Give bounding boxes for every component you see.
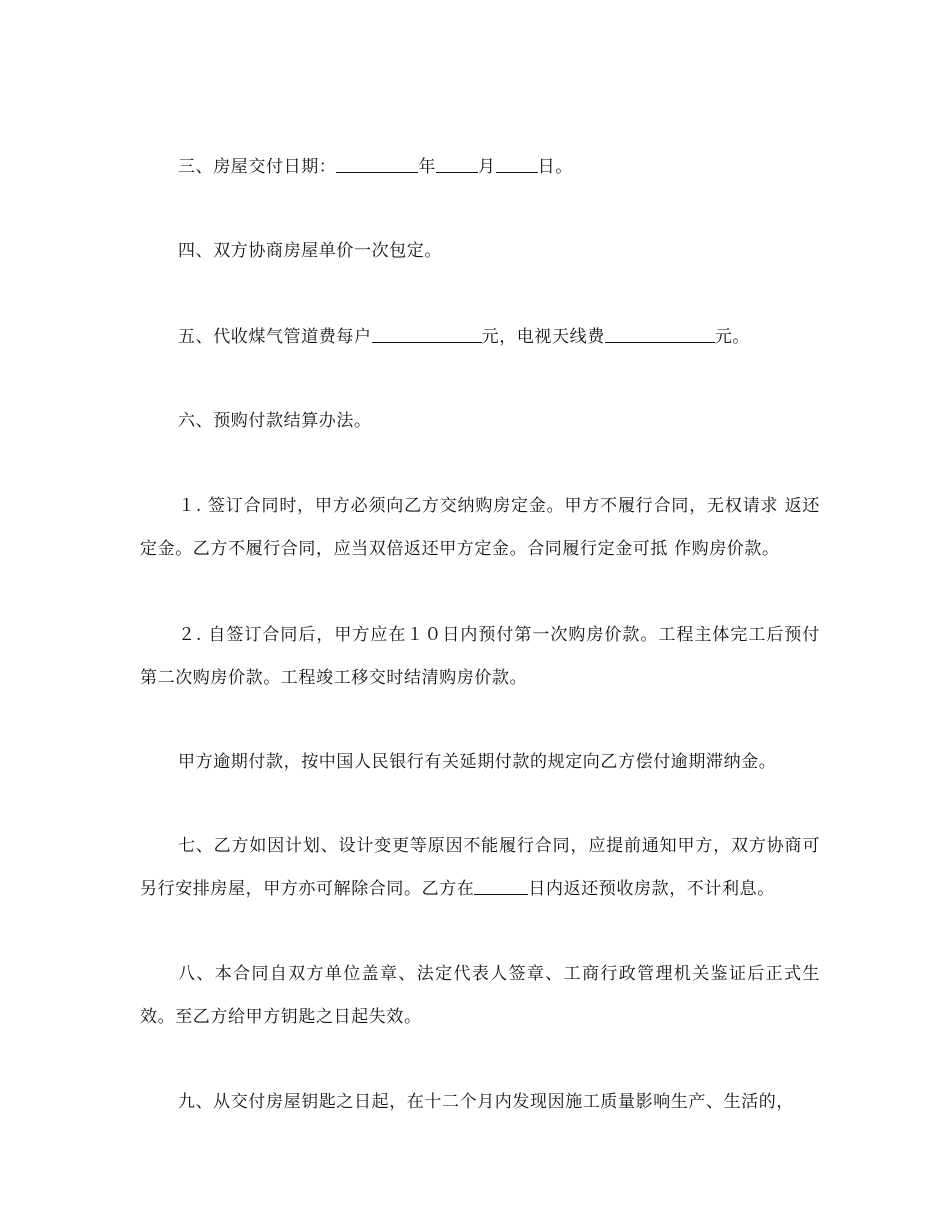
year-blank[interactable]	[336, 156, 418, 173]
day-label: 日。	[537, 157, 573, 177]
clause-8-effectiveness: 八、本合同自双方单位盖章、法定代表人签章、工商行政管理机关鉴证后正式生效。至乙方给甲方钥匙之日起失效。	[140, 964, 820, 1027]
clause-6-late-payment: 甲方逾期付款，按中国人民银行有关延期付款的规定向乙方偿付逾期滞纳金。	[178, 752, 777, 772]
clause-7-text-a: 七、乙方如因计划、设计变更等原因不能履行合同，应提前通知甲方，双方协商可另行安排房屋，甲方亦可解除合同。乙方在	[140, 836, 820, 899]
clause-3-delivery-date	[140, 146, 820, 189]
year-label: 年	[418, 157, 437, 177]
clause-6-item-2: ２. 自签订合同后，甲方应在１０日内预付第一次购房价款。工程主体完工后预付第二次购房价款。工程竣工移交时结清购房价款。	[140, 625, 820, 688]
yuan-label: 元。	[714, 327, 751, 347]
clause-5-fees	[140, 316, 820, 359]
month-label: 月	[478, 157, 496, 177]
clause-7-text-b: 日内返还预收房款，不计利息。	[528, 879, 775, 899]
clause-9-warranty: 九、从交付房屋钥匙之日起，在十二个月内发现因施工质量影响生产、生活的，	[178, 1092, 794, 1112]
clause-4-unit-price: 四、双方协商房屋单价一次包定。	[178, 241, 442, 261]
clause-3-label: 三、房屋交付日期：	[178, 157, 337, 177]
clause-6-item-1: １. 签订合同时，甲方必须向乙方交纳购房定金。甲方不履行合同，无权请求 返还定金。乙方不履行合同，应当双倍返还甲方定金。合同履行定金可抵 作购房价款。	[140, 496, 820, 559]
clause-6-payment-method: 六、预购付款结算办法。	[178, 411, 372, 431]
gas-fee-label: 五、代收煤气管道费每户	[178, 327, 372, 347]
tv-fee-blank[interactable]	[605, 326, 715, 343]
day-blank[interactable]	[496, 156, 538, 173]
clause-7-cancellation	[140, 825, 820, 911]
month-blank[interactable]	[436, 156, 478, 173]
tv-fee-label: 元，电视天线费	[481, 327, 605, 347]
refund-days-blank[interactable]	[474, 878, 528, 895]
gas-fee-blank[interactable]	[372, 326, 482, 343]
